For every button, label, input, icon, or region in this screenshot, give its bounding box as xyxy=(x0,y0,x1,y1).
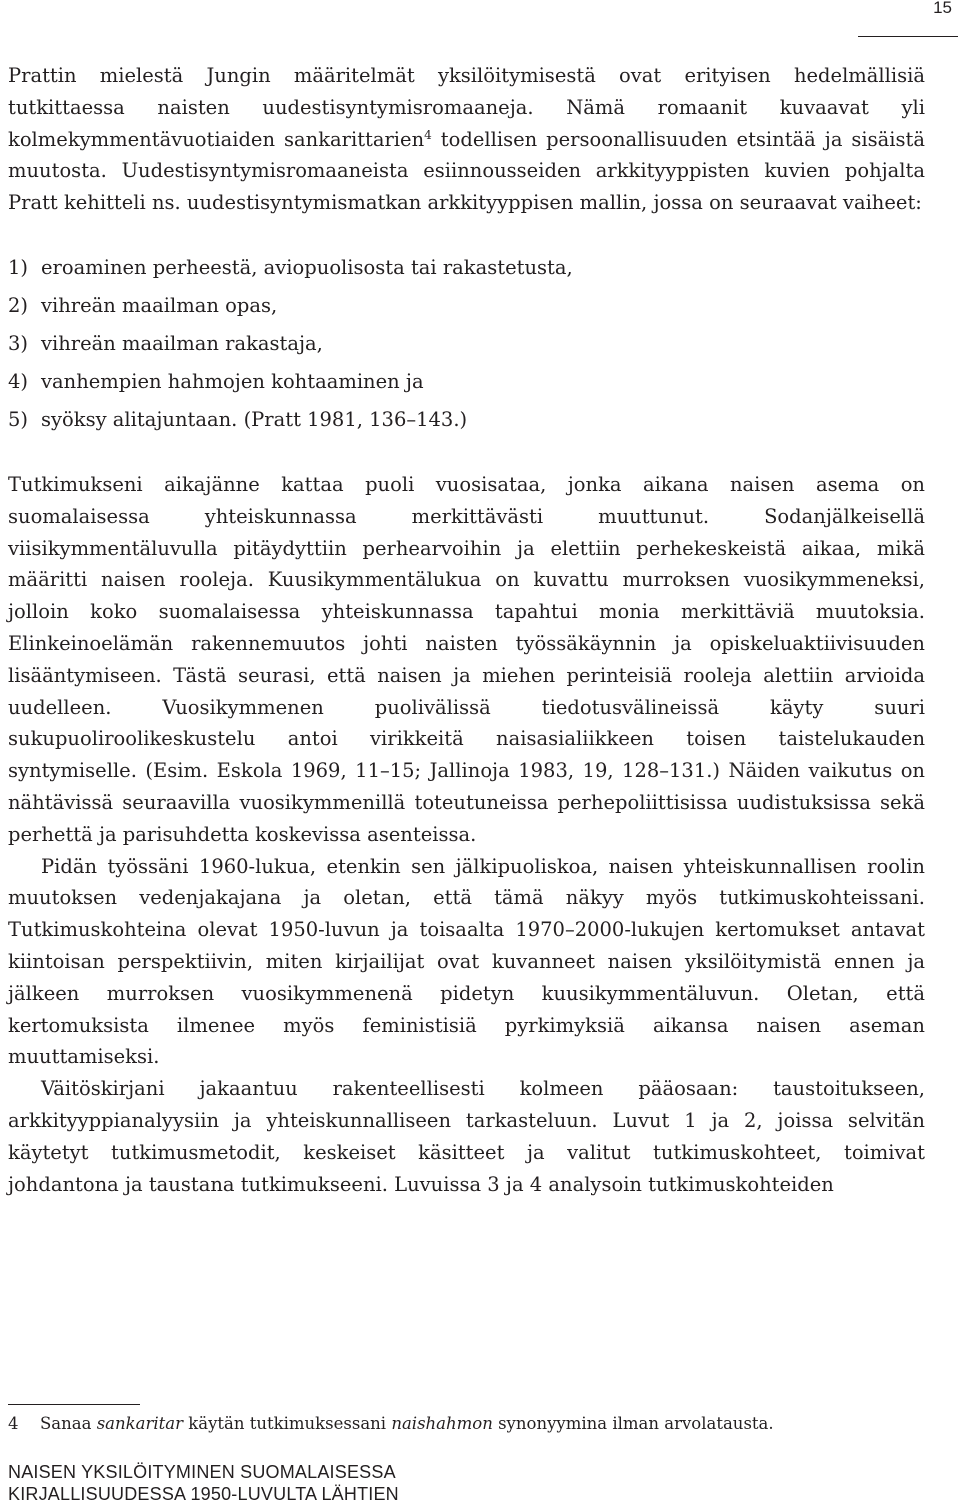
list-item-text: eroaminen perheestä, aviopuolisosta tai rakastetusta, xyxy=(41,255,573,279)
list-item xyxy=(8,287,925,325)
list-item-text: vihreän maailman opas, xyxy=(41,293,278,317)
body-text xyxy=(8,60,925,1200)
list-item-number: 2) xyxy=(8,293,29,317)
running-footer-line2: KIRJALLISUUDESSA 1950-LUVULTA LÄHTIEN xyxy=(8,1484,399,1504)
footnote-text-before: Sanaa xyxy=(40,1414,97,1433)
list-item-number: 5) xyxy=(8,407,29,431)
list-item-number: 4) xyxy=(8,369,29,393)
intro-text-part2: todellisen persoonallisuuden etsintää ja sisäistä muutosta. Uudestisyntymisromaaneista esiinnousseiden arkkityyppisten kuvien pohjalta Pratt kehitteli ns. uudestisyntymismatkan arkkityyppisen mallin, jossa on seuraavat vaiheet: xyxy=(8,127,925,215)
footnote-term-naishahmon: naishahmon xyxy=(391,1414,493,1433)
list-item-text: vanhempien hahmojen kohtaaminen ja xyxy=(41,369,424,393)
stage-list xyxy=(8,249,925,439)
footnote-text-middle: käytän tutkimuksessani xyxy=(182,1414,392,1433)
list-item xyxy=(8,249,925,287)
list-item xyxy=(8,401,925,439)
list-item-number: 1) xyxy=(8,255,29,279)
paragraph-time-span: Tutkimukseni aikajänne kattaa puoli vuosisataa, jonka aikana naisen asema on suomalaisessa yhteiskunnassa merkittävästi muuttunut. Sodanjälkeisellä viisikymmentäluvulla pitäydyttiin perhearvoihin ja elettiin perhekeskeistä aikaa, mikä määritti naisen rooleja. Kuusikymmentälukua on kuvattu murroksen vuosikymmeneksi, jolloin koko suomalaisessa yhteiskunnassa tapahtui monia merkittäviä muutoksia. Elinkeinoelämän rakennemuutos johti naisten työssäkäynnin ja opiskeluaktiivisuuden lisääntymiseen. Tästä seurasi, että naisen ja miehen perinteisiä rooleja alettiin arvioida uudelleen. Vuosikymmenen puolivälissä tiedotusvälineissä käyty suuri sukupuoliroolikeskustelu antoi virikkeitä naisasialiikkeen toisen taistelukauden syntymiselle. (Esim. Eskola 1969, 11–15; Jallinoja 1983, 19, 128–131.) Näiden vaikutus on nähtävissä seuraavilla vuosikymmenillä toteutuneissa perhepoliittisissa uudistuksissa sekä perhettä ja parisuhdetta koskevissa asenteissa. xyxy=(8,472,925,846)
intro-text-part1: Prattin mielestä Jungin määritelmät yksilöitymisestä ovat erityisen hedelmällisiä tutkittaessa naisten uudestisyntymisromaaneja. Nämä romaanit kuvaavat yli kolmekymmentävuotiaiden sankarittarien xyxy=(8,64,925,151)
running-footer-line1: NAISEN YKSILÖITYMINEN SUOMALAISESSA xyxy=(8,1462,396,1482)
header-rule xyxy=(858,36,958,37)
paragraph-sixties: Pidän työssäni 1960-lukua, etenkin sen jälkipuoliskoa, naisen yhteiskunnallisen roolin muutoksen vedenjakajana ja oletan, että tämä näkyy myös tutkimuskohteissani. Tutkimuskohteina olevat 1950-luvun ja toisaalta 1970–2000-lukujen kertomukset antavat kiintoisan perspektiivin, miten kirjailijat ovat kuvanneet naisen yksilöitymistä ennen ja jälkeen murroksen vuosikymmenenä pidetyn kuusikymmentäluvun. Oletan, että kertomuksista ilmenee myös feministisiä pyrkimyksiä aikansa naisen aseman muuttamiseksi. xyxy=(8,854,925,1069)
footnote-rule xyxy=(8,1404,140,1405)
list-item-number: 3) xyxy=(8,331,29,355)
footnote-text-after: synonyymina ilman arvolatausta. xyxy=(492,1414,774,1433)
list-item xyxy=(8,325,925,363)
list-item-text: syöksy alitajuntaan. (Pratt 1981, 136–143.) xyxy=(41,407,468,431)
list-item xyxy=(8,363,925,401)
page-number: 15 xyxy=(933,0,952,17)
footnote-term-sankaritar: sankaritar xyxy=(96,1414,183,1433)
footnote-reference[interactable]: 4 xyxy=(424,127,432,142)
footnote-mark: 4 xyxy=(8,1414,19,1433)
paragraph-intro xyxy=(8,60,925,219)
paragraph-structure: Väitöskirjani jakaantuu rakenteellisesti kolmeen pääosaan: taustoitukseen, arkkityyppianalyysiin ja yhteiskunnalliseen tarkasteluun. Luvut 1 ja 2, joissa selvitän käytetyt tutkimusmetodit, keskeiset käsitteet ja valitut tutkimuskohteet, toimivat johdantona ja taustana tutkimukseeni. Luvuissa 3 ja 4 analysoin tutkimuskohteiden xyxy=(8,1077,925,1196)
footnote xyxy=(8,1410,928,1438)
list-item-text: vihreän maailman rakastaja, xyxy=(41,331,323,355)
running-footer xyxy=(8,1461,399,1505)
